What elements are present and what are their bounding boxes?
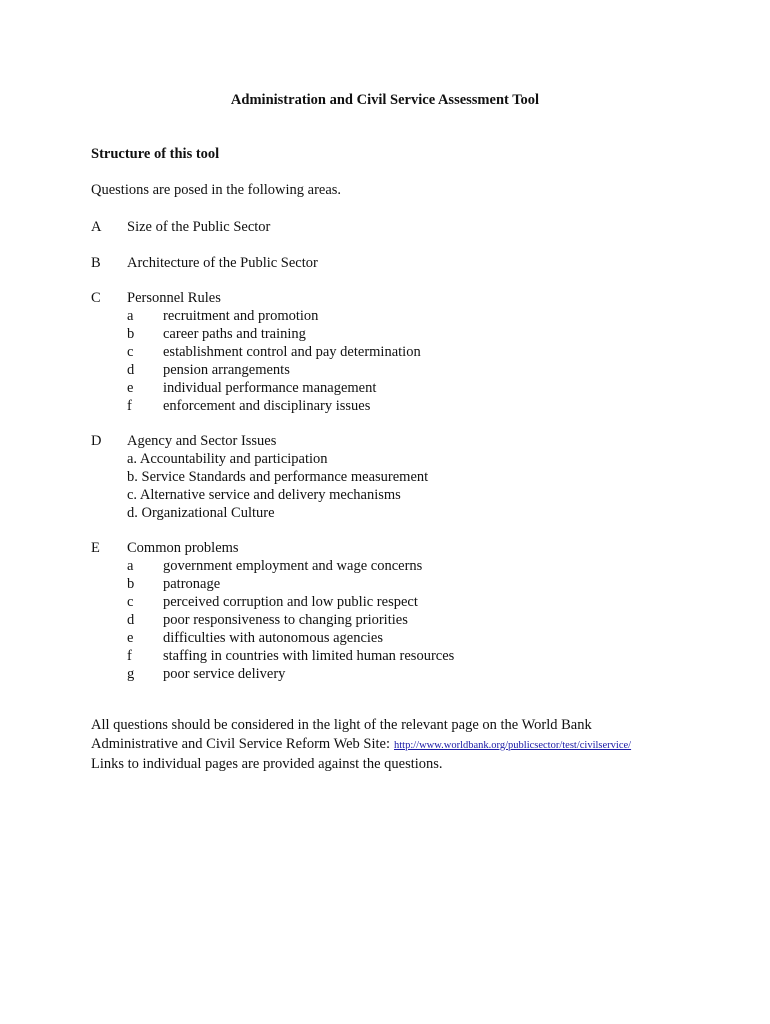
footer-paragraph bbox=[91, 716, 631, 774]
item-text: patronage bbox=[163, 576, 221, 592]
item-letter: a bbox=[127, 308, 134, 324]
item-letter: f bbox=[127, 398, 132, 414]
item-letter: c bbox=[127, 344, 134, 360]
area-letter: E bbox=[91, 540, 100, 556]
intro-text: Questions are posed in the following areas. bbox=[91, 182, 342, 198]
area-letter: D bbox=[91, 433, 102, 449]
footer-line-2-text: Administrative and Civil Service Reform Web Site: bbox=[91, 735, 390, 752]
document-title: Administration and Civil Service Assessment Tool bbox=[230, 92, 540, 108]
item-letter: b bbox=[127, 326, 135, 342]
item-text: career paths and training bbox=[163, 326, 306, 342]
item-text: perceived corruption and low public respect bbox=[163, 594, 418, 610]
item-letter: e bbox=[127, 630, 134, 646]
footer-line-1: All questions should be considered in the light of the relevant page on the World Bank bbox=[91, 717, 592, 733]
item-letter: a bbox=[127, 558, 134, 574]
section-heading: Structure of this tool bbox=[91, 146, 220, 162]
item-letter: d bbox=[127, 612, 135, 628]
area-letter: B bbox=[91, 255, 101, 271]
item-letter: f bbox=[127, 648, 132, 664]
item-text: establishment control and pay determination bbox=[163, 344, 421, 360]
item-text: pension arrangements bbox=[163, 362, 290, 378]
item-letter: e bbox=[127, 380, 134, 396]
item-letter: g bbox=[127, 666, 135, 682]
item-letter: c bbox=[127, 594, 134, 610]
footer-line-2 bbox=[91, 735, 631, 756]
item-text: d. Organizational Culture bbox=[127, 505, 275, 521]
item-text: difficulties with autonomous agencies bbox=[163, 630, 384, 646]
item-letter: d bbox=[127, 362, 135, 378]
item-text: recruitment and promotion bbox=[163, 308, 319, 324]
area-title: Common problems bbox=[127, 540, 239, 556]
item-text: b. Service Standards and performance measurement bbox=[127, 469, 429, 485]
area-title: Personnel Rules bbox=[127, 290, 221, 306]
item-text: poor service delivery bbox=[163, 666, 286, 682]
area-letter: C bbox=[91, 290, 101, 306]
item-text: staffing in countries with limited human resources bbox=[163, 648, 455, 664]
item-text: c. Alternative service and delivery mechanisms bbox=[127, 487, 401, 503]
item-text: government employment and wage concerns bbox=[163, 558, 423, 574]
area-title: Size of the Public Sector bbox=[127, 219, 271, 235]
area-title: Agency and Sector Issues bbox=[127, 433, 277, 449]
item-text: individual performance management bbox=[163, 380, 377, 396]
area-letter: A bbox=[91, 219, 102, 235]
area-title: Architecture of the Public Sector bbox=[127, 255, 318, 271]
item-text: poor responsiveness to changing priorities bbox=[163, 612, 408, 628]
footer-line-3: Links to individual pages are provided against the questions. bbox=[91, 756, 443, 772]
item-text: a. Accountability and participation bbox=[127, 451, 328, 467]
item-text: enforcement and disciplinary issues bbox=[163, 398, 371, 414]
item-letter: b bbox=[127, 576, 135, 592]
worldbank-link[interactable]: http://www.worldbank.org/publicsector/test/civilservice/ bbox=[394, 739, 632, 751]
